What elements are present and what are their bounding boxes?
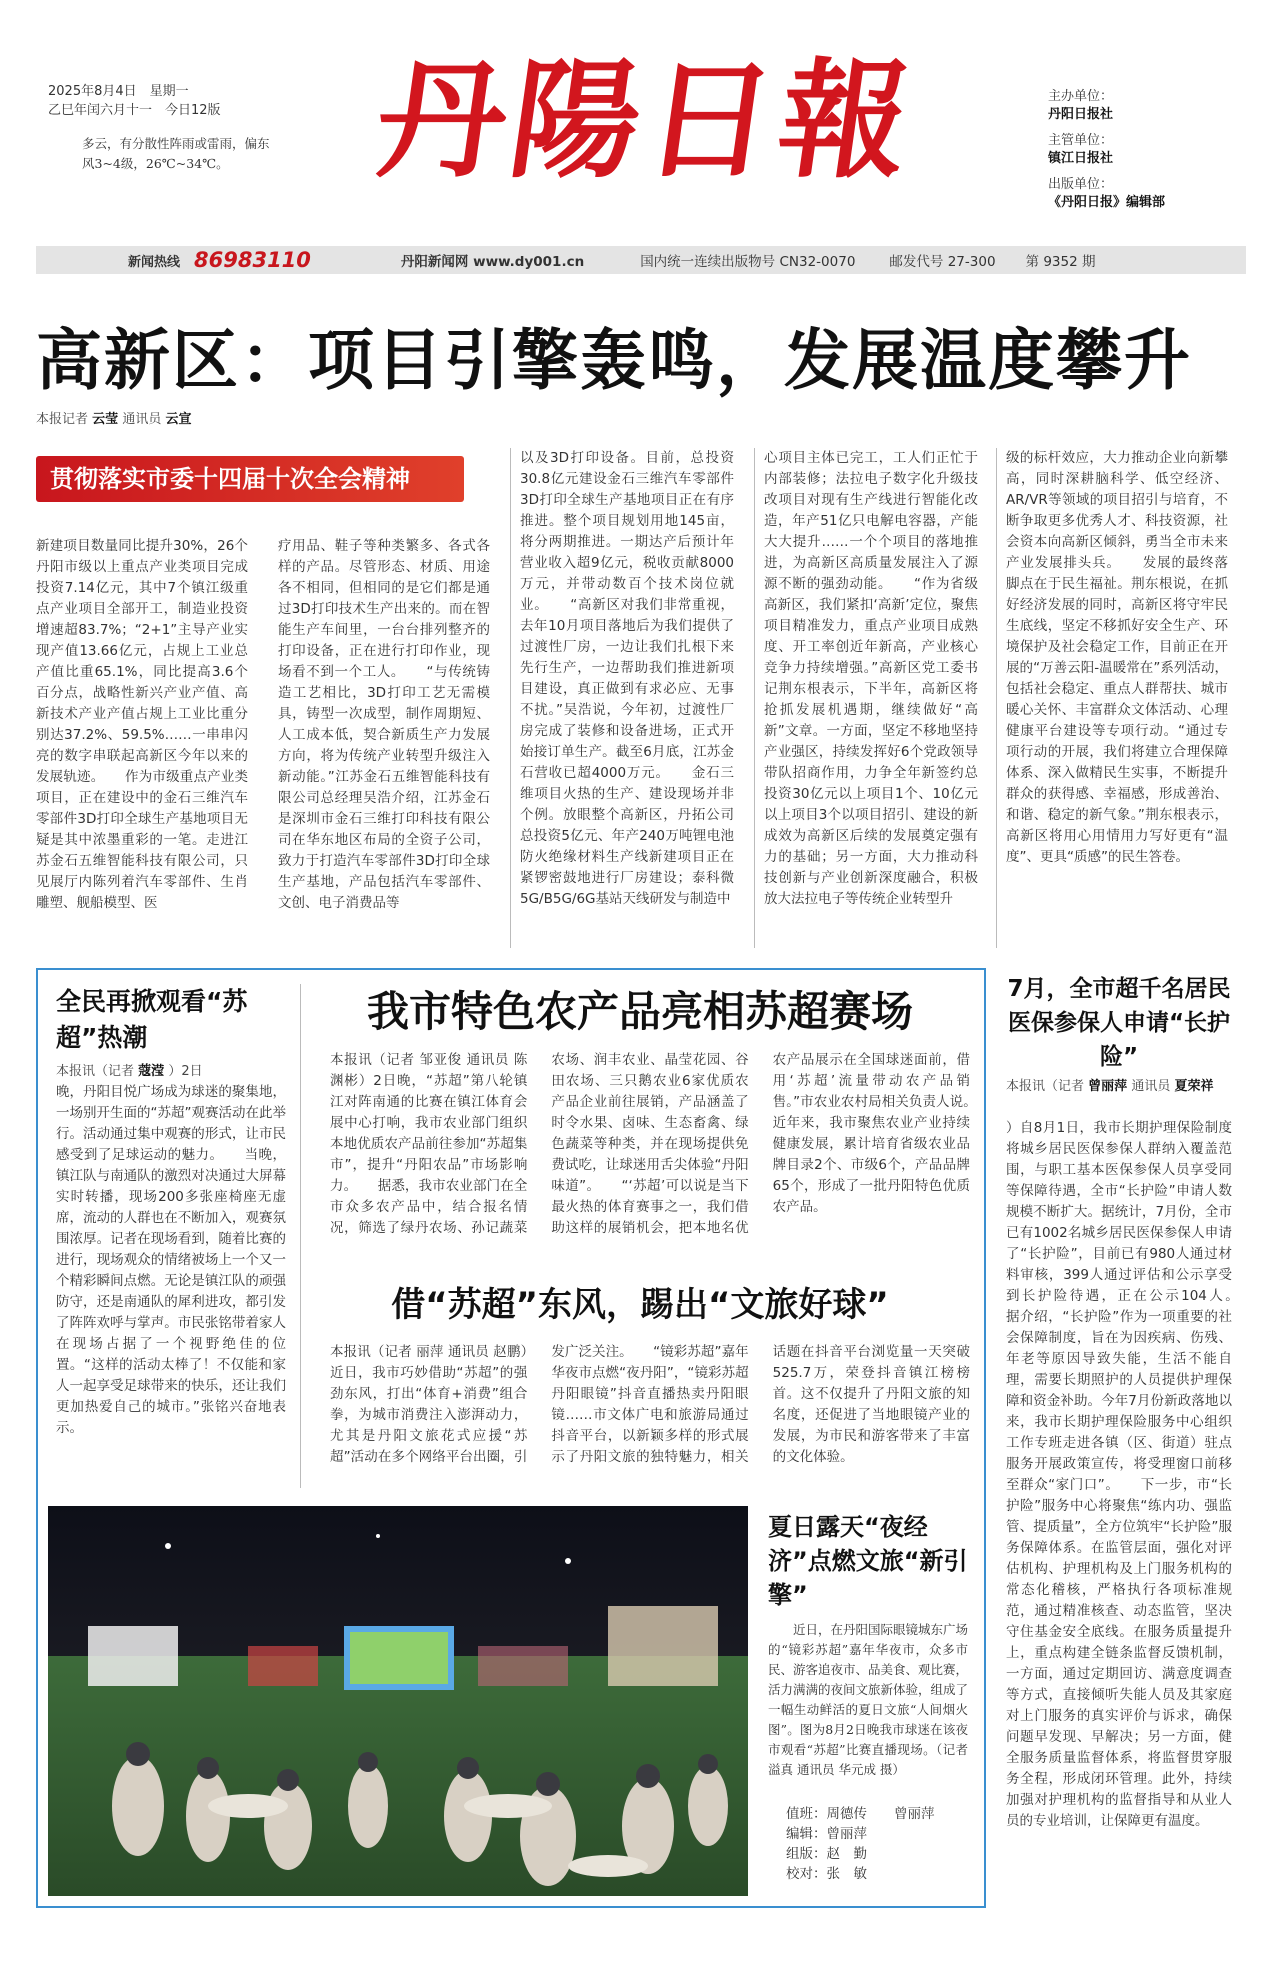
column-divider — [510, 448, 511, 948]
postal-code: 邮发代号 27-300 — [889, 254, 996, 270]
photo-caption: 近日，在丹阳国际眼镜城东广场的“镜彩苏超”嘉年华夜市，众多市民、游客追夜市、品美食、观比赛，活力满满的夜间文旅新体验，组成了一幅生动鲜活的夏日文旅“人间烟火图”。图为8月2日晚我市球迷在该夜市观看“苏超”比赛直播现场。（记者 溢真 通讯员 华元成 摄） — [768, 1622, 969, 1777]
credit-label: 组版： — [786, 1846, 827, 1862]
byline-prefix: 本报记者 — [36, 412, 89, 427]
credit-value: 曾丽萍 — [826, 1826, 867, 1842]
credit-label: 编辑： — [786, 1826, 827, 1842]
correspondent-name: 夏荣祥 — [1174, 1079, 1214, 1094]
story-d-headline: 7月，全市超千名居民医保参保人申请“长护险” — [1007, 976, 1231, 1070]
masthead-publisher-block — [1048, 88, 1258, 220]
column-divider — [996, 448, 997, 948]
issue-date: 2025年8月4日 星期一 — [48, 84, 189, 99]
lead-column-2: 疗用品、鞋子等种类繁多、各式各样的产品。尽管形态、材质、用途各不相同，但相同的是它们都是通过3D打印技术生产出来的。而在智能生产车间里，一台台排列整齐的打印设备，正在进行打印作业，现场看不到一个工人。 “与传统铸造工艺相比，3D打印工艺无需模具，铸型一次成型，制作周期短、人工成本低，契合新质生产力发展方向，将为传统产业转型升级注入新动能。”江苏金石五维智能科技有限公司总经理吴浩介绍，江苏金石是深圳市金石三维打印科技有限公司在华东地区布局的全资子公司，致力于打造汽车零部件3D打印全球生产基地，产品包括汽车零部件、文创、电子消费品等 — [278, 538, 490, 911]
masthead-date-block — [48, 82, 278, 174]
organizer-label: 主办单位： — [1048, 89, 1114, 104]
credit-value: 周德传 曾丽萍 — [826, 1806, 935, 1822]
story-a-headline: 全民再掀观看“苏超”热潮 — [56, 987, 248, 1052]
website: 丹阳新闻网 www.dy001.cn — [400, 254, 585, 270]
story-c-body: 本报讯（记者 丽萍 通讯员 赵鹏）近日，我市巧妙借助“苏超”的强劲东风，打出“体育+消费”组合拳，为城市消费注入澎湃动力，尤其是丹阳文旅花式应援“苏超”活动在多个网络平台出圈，引发广泛关注。 “镜彩苏超”嘉年华夜市点燃“夜丹阳”，“镜彩苏超丹阳眼镜”抖音直播热卖丹阳眼镜……市文体广电和旅游局通过抖音平台，以新颖多样的形式展示了丹阳文旅的独特魅力，相关话题在抖音平台浏览量一天突破525.7万，荣登抖音镇江榜榜首。这不仅提升了丹阳文旅的知名度，还促进了当地眼镜产业的发展，为市民和游客带来了丰富的文化体验。 — [330, 1344, 970, 1465]
credits-block — [786, 1804, 976, 1884]
organizer: 丹阳日报社 — [1048, 107, 1114, 122]
lead-column-3: 以及3D打印设备。目前，总投资30.8亿元建设金石三维汽车零部件3D打印全球生产基地项目正在有序推进。整个项目规划用地145亩，将分两期推进。一期达产后预计年营业收入超9亿元，税收贡献8000万元，并带动数百个技术岗位就业。 “高新区对我们非常重视，去年10月项目落地后为我们提供了过渡性厂房，一边让我们扎根下来先行生产，一边帮助我们推进新项目建设，真正做到有求必应、无事不扰。”吴浩说，今年初，过渡性厂房完成了装修和设备进场，正式开始接订单生产。截至6月底，江苏金石营收已超4000万元。 金石三维项目火热的生产、建设现场并非个例。放眼整个高新区，丹拓公司总投资5亿元、年产240万吨锂电池防火绝缘材料生产线新建项目正在紧锣密鼓地进行厂房建设；泰科微5G/B5G/6G基站天线研发与制造中 — [520, 450, 734, 907]
correspondent-name: 云宣 — [165, 412, 192, 427]
lunar-date: 乙巳年闰六月十一 今日12版 — [48, 103, 221, 118]
lead-column-5: 级的标杆效应，大力推动企业向新攀高，同时深耕脑科学、低空经济、AR/VR等领域的项目招引与培育，不断争取更多优秀人才、科技资源，社会资本向高新区倾斜，勇当全市未来产业发展排头兵。 发展的最终落脚点在于民生福祉。荆东根说，在抓好经济发展的同时，高新区将守牢民生底线，坚定不移抓好安全生产、环境保护及社会稳定工作，目前正在开展的“万善云阳-温暖常在”系列活动，包括社会稳定、重点人群帮扶、城市暖心关怀、丰富群众文体活动、心理健康平台建设等专项行动。“通过专项行动的开展，我们将建立合理保障体系、深入做精民生实事，不断提升群众的获得感、幸福感，形成善治、和谐、稳定的新气象。”荆东根表示，高新区将用心用情用力写好更有“温度”、更具“质感”的民生答卷。 — [1006, 450, 1228, 865]
photo-illustration — [48, 1506, 748, 1896]
credit-line — [786, 1844, 976, 1864]
reporter-name: 曾丽萍 — [1088, 1079, 1128, 1094]
byline-prefix: 本报讯（记者 — [56, 1064, 135, 1079]
credit-label: 值班： — [786, 1806, 827, 1822]
credit-line — [786, 1864, 976, 1884]
credit-line — [786, 1824, 976, 1844]
hotline-label: 新闻热线 — [128, 254, 181, 270]
weather-forecast: 多云，有分散性阵雨或雷雨，偏东风3~4级，26℃~34℃。 — [82, 136, 270, 171]
lead-column-4: 心项目主体已完工，工人们正忙于内部装修；法拉电子数字化升级技改项目对现有生产线进行智能化改造，年产51亿只电解电容器，产能大大提升……一个个项目的落地推进，为高新区高质量发展注入了源源不断的强劲动能。 “作为省级高新区，我们紧扣‘高新’定位，聚焦项目精准发力，重点产业项目成熟度、开工率创近年新高，产业核心竞争力持续增强。”高新区党工委书记荆东根表示，下半年，高新区将抢抓发展机遇期，继续做好“高新”文章。一方面，坚定不移地坚持产业强区，持续发挥好6个党政领导带队招商作用，力争全年新签约总投资30亿元以上项目1个、10亿元以上项目3个以项目招引、建设的新成效为高新区后续的发展奠定强有力的基础；另一方面，大力推动科技创新与产业创新深度融合，积极放大法拉电子等传统企业转型升 — [764, 450, 978, 907]
credit-value: 赵 勤 — [826, 1846, 867, 1862]
night-market-photo — [48, 1506, 748, 1896]
reporter-name: 蔻滢 — [138, 1064, 165, 1079]
story-d-byline — [1006, 1076, 1232, 1097]
supervisor: 镇江日报社 — [1048, 151, 1114, 166]
byline-mid: 通讯员 — [1131, 1079, 1171, 1094]
cn-number: 国内统一连续出版物号 CN32-0070 — [640, 254, 856, 270]
publisher: 《丹阳日报》编辑部 — [1048, 195, 1166, 210]
newspaper-logo: 丹陽日報 — [367, 46, 925, 196]
lead-byline — [36, 408, 191, 427]
issue-number: 第 9352 期 — [1025, 254, 1096, 270]
credit-line — [786, 1804, 976, 1824]
supervisor-label: 主管单位： — [1048, 133, 1114, 148]
lead-headline: 高新区：项目引擎轰鸣，发展温度攀升 — [36, 322, 1192, 399]
reporter-name: 云莹 — [92, 412, 119, 427]
story-d-body: ）自8月1日，我市长期护理保险制度将城乡居民医保参保人群纳入覆盖范围，与职工基本医保参保人员享受同等保障待遇，全市“长护险”申请人数规模不断扩大。据统计，7月份，全市已有1002名城乡居民医保参保人申请了“长护险”，目前已有980人通过材料审核，399人通过评估和公示享受到长护险待遇，正在公示104人。 据介绍，“长护险”作为一项重要的社会保障制度，旨在为因疾病、伤残、年老等原因导致失能，生活不能自理，需要长期照护的人员提供护理保障和资金补助。今年7月份新政落地以来，我市长期护理保险服务中心组织工作专班走进各镇（区、街道）驻点服务开展政策宣传，将受理窗口前移至群众“家门口”。 下一步，市“长护险”服务中心将聚焦“练内功、强监管、提质量”，全方位筑牢“长护险”服务保障体系。在监管层面，强化对评估机构、护理机构及上门服务机构的常态化稽核，严格执行各项标准规范，通过精准核查、动态监管，坚决守住基金安全底线。在服务质量提升上，重点构建全链条监督反馈机制，一方面，通过定期回访、满意度调查等方式，直接倾听失能人员及其家庭对上门服务的真实评价与诉求，确保问题早发现、早解决；另一方面，健全服务质量监督体系，将监督贯穿服务全程，形成闭环管理。此外，持续加强对护理机构的监督指导和从业人员的专业培训，让保障更有温度。 — [1006, 1120, 1259, 1829]
story-a-byline — [56, 1060, 286, 1079]
story-c-headline: 借“苏超”东风，踢出“文旅好球” — [391, 1285, 889, 1325]
photo-story-headline: 夏日露天“夜经济”点燃文旅“新引擎” — [768, 1513, 968, 1609]
campaign-banner: 贯彻落实市委十四届十次全会精神 — [36, 456, 464, 502]
lead-column-1: 新建项目数量同比提升30%，26个丹阳市级以上重点产业类项目完成投资7.14亿元，其中7个镇江级重点产业项目全部开工，制造业投资增速超83.7%；“2+1”主导产业实现产值13.66亿元，占规上工业总产值比重65.1%，同比提高3.6个百分点，战略性新兴产业产值、高新技术产业产值占规上工业比重分别达37.2%、59.5%……一串串闪亮的数字串联起高新区今年以来的发展轨迹。 作为市级重点产业类项目，正在建设中的金石三维汽车零部件3D打印全球生产基地项目无疑是其中浓墨重彩的一笔。走进江苏金石五维智能科技有限公司，只见展厅内陈列着汽车零部件、生肖雕塑、舰船模型、医 — [36, 538, 248, 911]
credit-label: 校对： — [786, 1866, 827, 1882]
byline-mid: 通讯员 — [122, 412, 162, 427]
info-bar — [36, 246, 1246, 274]
story-b-headline: 我市特色农产品亮相苏超赛场 — [366, 987, 913, 1036]
hotline-number: 86983110 — [194, 248, 311, 272]
column-divider — [754, 448, 755, 948]
story-a-body: 晚，丹阳目悦广场成为球迷的聚集地，一场别开生面的“苏超”观赛活动在此举行。活动通过集中观赛的形式，让市民感受到了足球运动的魅力。 当晚，镇江队与南通队的激烈对决通过大屏幕实时转播，现场200多张座椅座无虚席，流动的人群也在不断加入，观赛氛围浓厚。记者在现场看到，随着比赛的进行，现场观众的情绪被场上一个又一个精彩瞬间点燃。无论是镇江队的顽强防守，还是南通队的犀利进攻，都引发了阵阵欢呼与掌声。市民张铭带着家人在现场占据了一个视野绝佳的位置。“这样的活动太棒了！不仅能和家人一起享受足球带来的快乐，还让我们更加热爱自己的城市。”张铭兴奋地表示。 — [56, 1084, 286, 1436]
column-divider — [300, 984, 301, 1488]
story-b-body: 本报讯（记者 邹亚俊 通讯员 陈渊彬）2日晚，“苏超”第八轮镇江对阵南通的比赛在镇江体育会展中心打响，我市农业部门组织本地优质农产品前往参加“苏超集市”，提升“丹阳农品”市场影响力。 据悉，我市农业部门在全市众多农产品中，结合报名情况，筛选了绿丹农场、孙记蔬菜农场、润丰农业、晶莹花园、谷田农场、三只鹅农业6家优质农产品企业前往展销，产品涵盖了时令水果、卤味、生态畜禽、绿色蔬菜等种类，并在现场提供免费试吃，让球迷用舌尖体验“丹阳味道”。 “‘苏超’可以说是当下最火热的体育赛事之一，我们借助这样的展销机会，把本地名优农产品展示在全国球迷面前，借用‘苏超’流量带动农产品销售。”市农业农村局相关负责人说。 近年来，我市聚焦农业产业持续健康发展，累计培育省级农业品牌目录2个、市级6个，产品品牌65个，形成了一批丹阳特色优质农产品。 — [330, 1052, 997, 1236]
publisher-label: 出版单位： — [1048, 177, 1114, 192]
byline-suffix: ）2日 — [168, 1064, 203, 1079]
byline-prefix: 本报讯（记者 — [1006, 1079, 1085, 1094]
credit-value: 张 敏 — [826, 1866, 867, 1882]
